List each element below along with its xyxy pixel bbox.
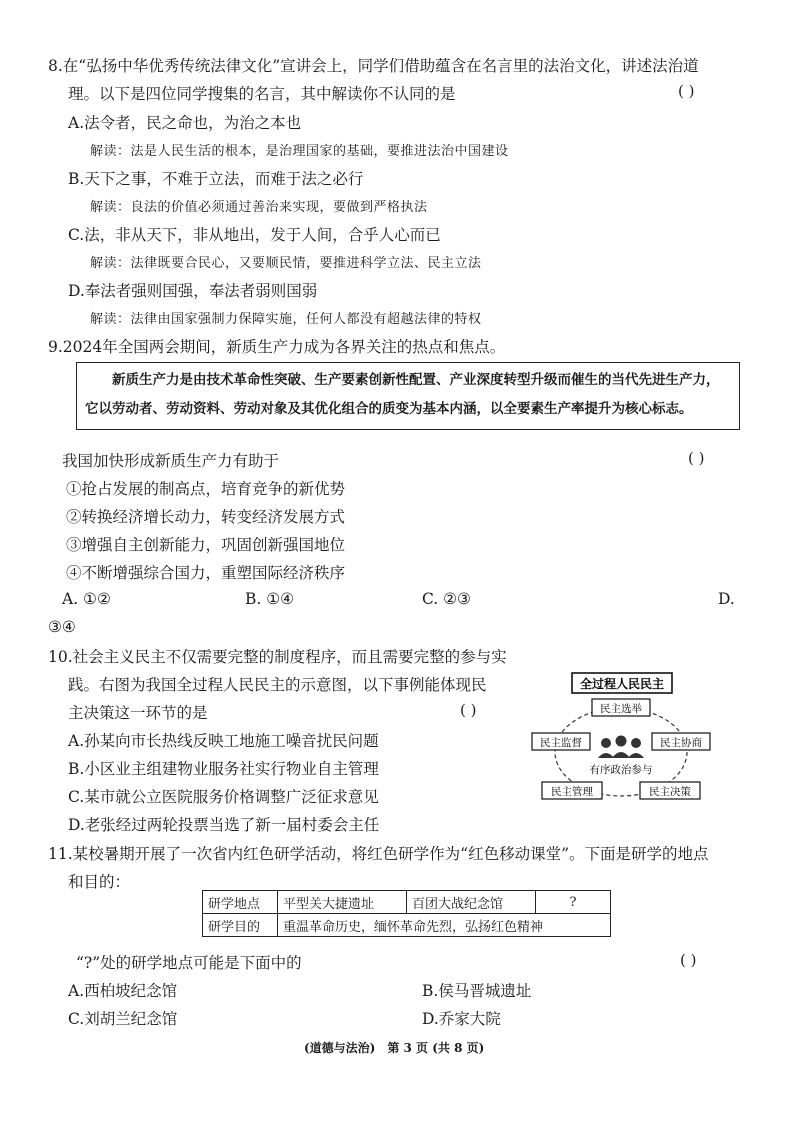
q8-stem-line1: 8.在“弘扬中华优秀传统法律文化”宣讲会上，同学们借助蕴含在名言里的法治文化，讲述法治道 (48, 57, 699, 75)
q9-choice-b[interactable]: B. ①④ (245, 590, 295, 608)
q9-choice-c[interactable]: C. ②③ (422, 590, 471, 608)
q9-item-1: ①抢占发展的制高点，培育竞争的新优势 (66, 480, 346, 498)
table-cell: 研学地点 (203, 891, 278, 914)
q11-stem-line1: 11.某校暑期开展了一次省内红色研学活动，将红色研学作为“红色移动课堂”。下面是研学的地点 (48, 845, 709, 863)
diagram-title: 全过程人民民主 (579, 677, 665, 691)
q8-option-c-note: 解读：法律既要合民心，又要顺民情，要推进科学立法、民主立法 (90, 256, 482, 271)
q11-option-d[interactable]: D.乔家大院 (422, 1010, 501, 1028)
q10-democracy-diagram (528, 668, 718, 806)
q8-option-a[interactable]: A.法令者，民之命也，为治之本也 (68, 114, 302, 132)
diagram-node-management: 民主管理 (551, 786, 593, 798)
q11-option-a[interactable]: A.西柏坡纪念馆 (68, 982, 178, 1000)
q9-choice-d[interactable]: D. (718, 590, 735, 608)
table-cell: 研学目的 (203, 914, 278, 937)
q11-option-c[interactable]: C.刘胡兰纪念馆 (68, 1010, 178, 1028)
q8-option-a-note: 解读：法是人民生活的根本，是治理国家的基础，要推进法治中国建设 (90, 144, 509, 159)
table-cell: 重温革命历史，缅怀革命先烈，弘扬红色精神 (278, 914, 611, 937)
q10-option-a[interactable]: A.孙某向市长热线反映工地施工噪音扰民问题 (68, 732, 379, 750)
diagram-node-supervision: 民主监督 (540, 737, 582, 749)
q10-answer-paren[interactable]: ( ) (460, 701, 477, 719)
q10-stem-line3: 主决策这一环节的是 (68, 704, 208, 722)
diagram-node-consultation: 民主协商 (660, 737, 702, 749)
q8-stem-line2: 理。以下是四位同学搜集的名言，其中解读你不认同的是 (68, 85, 456, 103)
q9-item-3: ③增强自主创新能力，巩固创新强国地位 (66, 536, 346, 554)
q9-item-4: ④不断增强综合国力，重塑国际经济秩序 (66, 564, 346, 582)
q10-option-b[interactable]: B.小区业主组建物业服务社实行物业自主管理 (68, 760, 379, 778)
table-cell: 平型关大捷遗址 (278, 891, 407, 914)
q10-stem-line2: 践。右图为我国全过程人民民主的示意图，以下事例能体现民 (68, 676, 487, 694)
q9-material-box (76, 362, 740, 430)
q11-option-b[interactable]: B.侯马晋城遗址 (422, 982, 532, 1000)
q8-option-b-note: 解读：良法的价值必须通过善治来实现，要做到严格执法 (90, 200, 428, 215)
table-cell-unknown: ? (536, 891, 611, 914)
q9-choice-d-value: ③④ (48, 618, 76, 636)
q8-option-d-note: 解读：法律由国家强制力保障实施，任何人都没有超越法律的特权 (90, 312, 482, 327)
q11-study-table (202, 890, 611, 937)
q9-stem: 9.2024年全国两会期间，新质生产力成为各界关注的热点和焦点。 (48, 338, 506, 356)
q9-question: 我国加快形成新质生产力有助于 (62, 452, 280, 470)
q11-stem-line2: 和目的： (68, 873, 131, 891)
diagram-node-election: 民主选举 (600, 703, 642, 715)
q9-choice-a[interactable]: A. ①② (62, 590, 111, 608)
q8-option-d[interactable]: D.奉法者强则国强，奉法者弱则国弱 (68, 282, 318, 300)
diagram-center-label: 有序政治参与 (589, 764, 653, 776)
q10-stem-line1: 10.社会主义民主不仅需要完整的制度程序，而且需要完整的参与实 (48, 648, 507, 666)
q8-option-c[interactable]: C.法，非从天下，非从地出，发于人间，合乎人心而已 (68, 226, 441, 244)
q9-item-2: ②转换经济增长动力，转变经济发展方式 (66, 508, 346, 526)
q9-material-text: 新质生产力是由技术革命性突破、生产要素创新性配置、产业深度转型升级而催生的当代先进生产力，它以劳动者、劳动资料、劳动对象及其优化组合的质变为基本内涵，以全要素生产率提升为核心标志。 (85, 372, 720, 417)
q8-answer-paren[interactable]: ( ) (678, 82, 695, 100)
table-row (203, 914, 611, 937)
q11-question: “?”处的研学地点可能是下面中的 (76, 954, 302, 972)
q8-option-b[interactable]: B.天下之事，不难于立法，而难于法之必行 (68, 170, 364, 188)
diagram-node-decision: 民主决策 (649, 786, 691, 798)
page-footer: (道德与法治) 第 3 页 (共 8 页) (304, 1041, 485, 1055)
people-icon (598, 736, 644, 759)
q11-answer-paren[interactable]: ( ) (680, 951, 697, 969)
table-cell: 百团大战纪念馆 (407, 891, 536, 914)
q10-option-c[interactable]: C.某市就公立医院服务价格调整广泛征求意见 (68, 788, 379, 806)
q9-answer-paren[interactable]: ( ) (688, 449, 705, 467)
q10-option-d[interactable]: D.老张经过两轮投票当选了新一届村委会主任 (68, 816, 380, 834)
table-row (203, 891, 611, 914)
